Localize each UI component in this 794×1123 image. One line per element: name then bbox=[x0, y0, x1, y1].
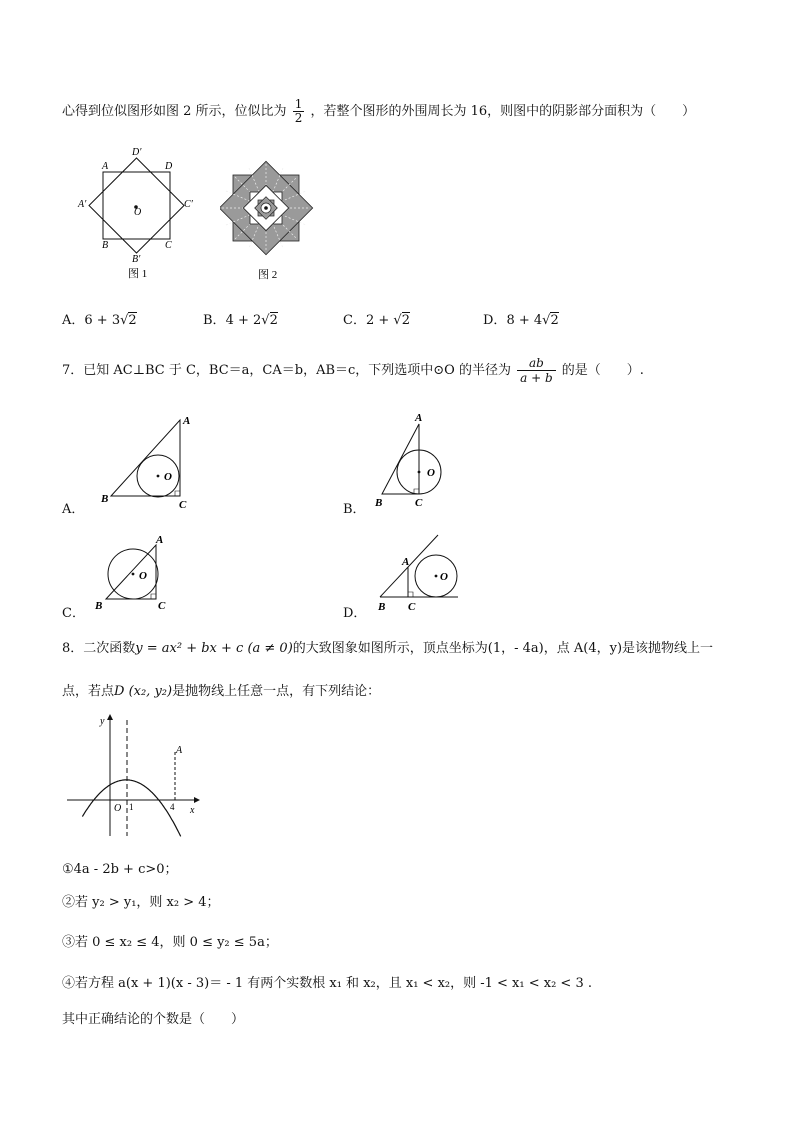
q6-stem bbox=[62, 98, 695, 125]
svg-text:1: 1 bbox=[129, 802, 134, 812]
fig1-label-ap: A′ bbox=[78, 199, 87, 210]
svg-text:C: C bbox=[415, 497, 423, 509]
svg-text:4: 4 bbox=[170, 802, 175, 812]
q6-figure-1 bbox=[75, 145, 205, 285]
q8-stem-line1: 8．二次函数y = ax² + bx + c (a ≠ 0)的大致图象如图所示，顶点坐标为(1，- 4a)，点 A(4，y)是该抛物线上一 bbox=[62, 641, 714, 656]
q7-option-a-letter[interactable]: A． bbox=[62, 502, 85, 517]
q8-ask: 其中正确结论的个数是（ ） bbox=[62, 1012, 245, 1027]
fig1-label-a: A bbox=[102, 161, 109, 172]
q7-radius-num: ab bbox=[517, 356, 556, 371]
q6-option-a[interactable]: A．6 + 3√2 bbox=[62, 313, 137, 328]
radical-icon: √ bbox=[120, 313, 129, 328]
fig2-caption: 图 2 bbox=[258, 269, 278, 281]
svg-text:O: O bbox=[164, 471, 172, 483]
q7-stem-pre: 7．已知 AC⊥BC 于 C，BC＝a，CA＝b，AB＝c，下列选项中⊙O 的半径为 bbox=[62, 363, 511, 378]
svg-text:B: B bbox=[101, 493, 109, 505]
q6-option-d[interactable]: D．8 + 4√2 bbox=[483, 313, 559, 328]
q8-point-d: D (x₂, y₂) bbox=[114, 684, 173, 699]
svg-text:A: A bbox=[415, 412, 423, 424]
q8-conclusion-4: ④若方程 a(x + 1)(x - 3)＝ - 1 有两个实数根 x₁ 和 x₂，且 x₁ < x₂，则 -1 < x₁ < x₂ < 3 . bbox=[62, 976, 592, 991]
q7-figure-a bbox=[95, 412, 205, 512]
q7-option-d-letter[interactable]: D． bbox=[343, 606, 367, 621]
svg-text:A: A bbox=[402, 556, 410, 568]
svg-text:C: C bbox=[408, 601, 416, 613]
fig1-label-dp: D′ bbox=[132, 147, 142, 158]
q8-conclusion-2: ②若 y₂ > y₁，则 x₂ > 4； bbox=[62, 895, 220, 910]
q7-option-c-letter[interactable]: C． bbox=[62, 606, 85, 621]
q6-option-b[interactable]: B．4 + 2√2 bbox=[203, 313, 278, 328]
svg-text:y: y bbox=[100, 716, 105, 727]
radical-icon: √ bbox=[542, 313, 551, 328]
svg-text:O: O bbox=[114, 803, 122, 814]
svg-text:B: B bbox=[375, 497, 383, 509]
q8-function-expr: y = ax² + bx + c (a ≠ 0) bbox=[135, 641, 293, 656]
radical-icon: √ bbox=[393, 313, 402, 328]
fig1-label-bp: B′ bbox=[132, 254, 141, 265]
q7-radius-fraction bbox=[517, 356, 556, 385]
q8-conclusion-1: ①4a - 2b + c>0； bbox=[62, 862, 178, 877]
q6-ratio-fraction bbox=[293, 98, 305, 125]
radical-icon: √ bbox=[261, 313, 270, 328]
svg-text:A: A bbox=[156, 534, 164, 546]
fig1-label-d: D bbox=[165, 161, 173, 172]
fig1-label-c: C bbox=[165, 240, 172, 251]
q7-figure-b bbox=[372, 410, 462, 514]
q7-option-b-letter[interactable]: B． bbox=[343, 502, 366, 517]
q7-figure-c bbox=[90, 533, 180, 615]
svg-text:x: x bbox=[190, 805, 195, 816]
q7-radius-den: a + b bbox=[520, 371, 553, 385]
fig1-label-cp: C′ bbox=[184, 199, 193, 210]
q6-ratio-num: 1 bbox=[294, 97, 303, 111]
svg-text:O: O bbox=[427, 467, 435, 479]
svg-text:A: A bbox=[176, 745, 183, 756]
q6-figure-2 bbox=[220, 152, 320, 287]
fig1-label-o: O bbox=[134, 207, 142, 218]
svg-text:O: O bbox=[139, 570, 147, 582]
q7-figure-d bbox=[372, 533, 467, 615]
q7-stem-post: 的是（ ）. bbox=[561, 363, 644, 378]
q6-ratio-den: 2 bbox=[294, 111, 303, 125]
fig1-caption: 图 1 bbox=[128, 268, 148, 280]
q7-stem bbox=[62, 356, 644, 385]
q8-graph bbox=[62, 712, 202, 842]
svg-text:A: A bbox=[183, 415, 191, 427]
q8-stem-line2: 点，若点D (x₂, y₂)是抛物线上任意一点，有下列结论： bbox=[62, 684, 381, 699]
q8-conclusion-3: ③若 0 ≤ x₂ ≤ 4，则 0 ≤ y₂ ≤ 5a； bbox=[62, 935, 278, 950]
svg-text:C: C bbox=[179, 499, 187, 511]
svg-text:C: C bbox=[158, 600, 166, 612]
q6-stem-pre: 心得到位似图形如图 2 所示，位似比为 bbox=[62, 104, 287, 119]
fig1-label-b: B bbox=[102, 240, 109, 251]
svg-text:O: O bbox=[440, 571, 448, 583]
svg-text:B: B bbox=[95, 600, 103, 612]
q6-stem-post: ，若整个图形的外围周长为 16，则图中的阴影部分面积为（ ） bbox=[310, 104, 696, 119]
svg-text:B: B bbox=[378, 601, 386, 613]
q6-option-c[interactable]: C．2 + √2 bbox=[343, 313, 410, 328]
